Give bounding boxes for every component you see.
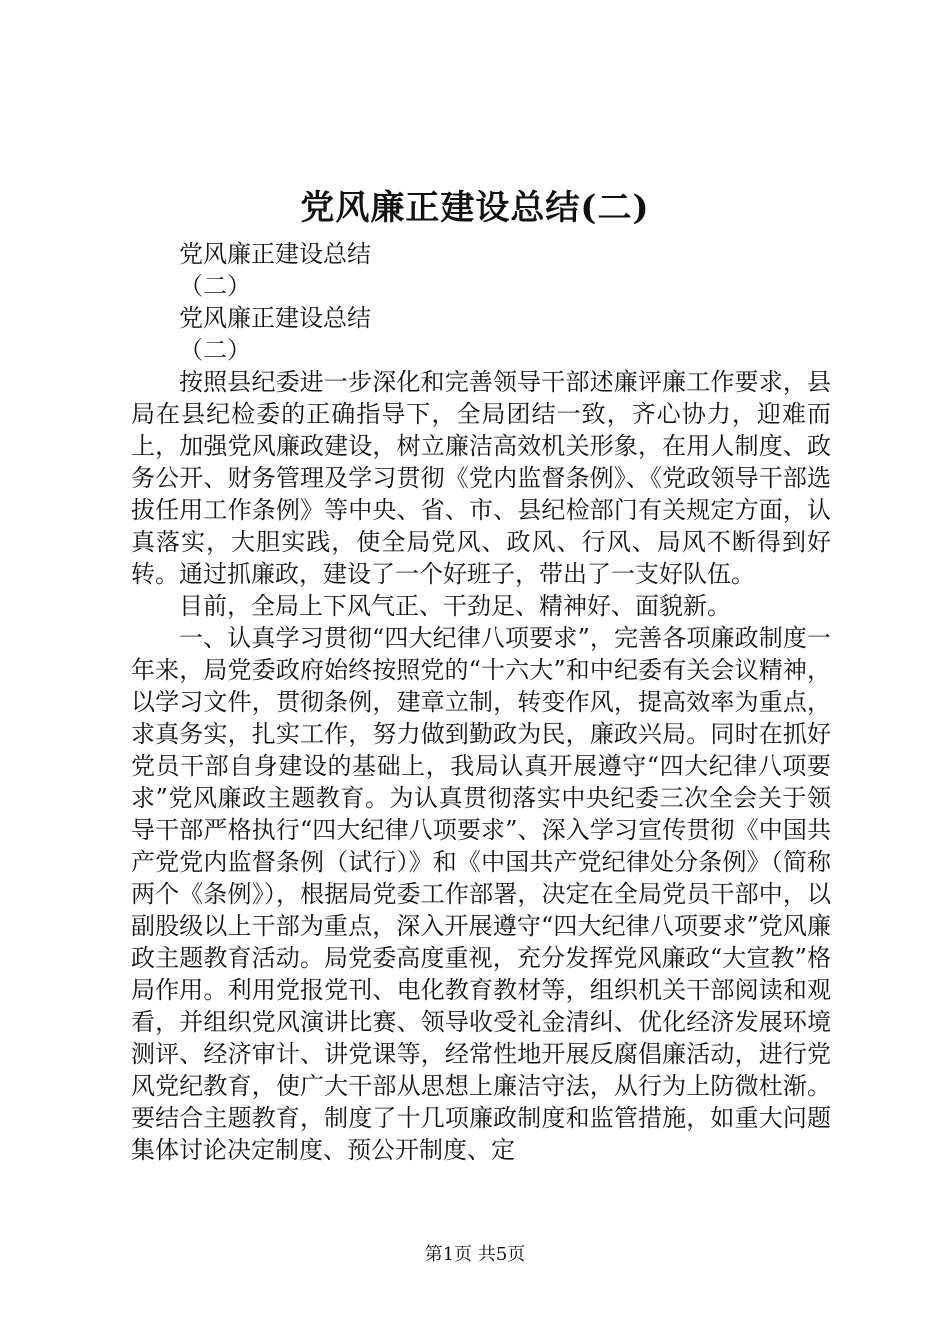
- page-number-footer: 第1页 共5页: [424, 1244, 526, 1265]
- body-paragraph: 按照县纪委进一步深化和完善领导干部述廉评廉工作要求，县局在县纪检委的正确指导下，全局团结一致，齐心协力，迎难而上，加强党风廉政建设，树立廉洁高效机关形象，在用人制度、政务公开、财务管理及学习贯彻《党内监督条例》、《党政领导干部选拔任用工作条例》等中央、省、市、县纪检部门有关规定方面，认真落实，大胆实践，使全局党风、政风、行风、局风不断得到好转。通过抓廉政，建设了一个好班子，带出了一支好队伍。: [131, 368, 831, 588]
- body-paragraph: （二）: [179, 336, 251, 364]
- body-paragraph: 一、认真学习贯彻“四大纪律八项要求”，完善各项廉政制度一年来，局党委政府始终按照党的“十六大”和中纪委有关会议精神，以学习文件，贯彻条例，建章立制，转变作风，提高效率为重点，求真务实，扎实工作，努力做到勤政为民，廉政兴局。同时在抓好党员干部自身建设的基础上，我局认真开展遵守“四大纪律八项要求”党风廉政主题教育。为认真贯彻落实中央纪委三次全会关于领导干部严格执行“四大纪律八项要求”、深入学习宣传贯彻《中国共产党党内监督条例（试行）》和《中国共产党纪律处分条例》（简称两个《条例》），根据局党委工作部署，决定在全局党员干部中，以副股级以上干部为重点，深入开展遵守“四大纪律八项要求”党风廉政主题教育活动。局党委高度重视，充分发挥党风廉政“大宣教”格局作用。利用党报党刊、电化教育教材等，组织机关干部阅读和观看，并组织党风演讲比赛、领导收受礼金清纠、优化经济发展环境测评、经济审计、讲党课等，经常性地开展反腐倡廉活动，进行党风党纪教育，使广大干部从思想上廉洁守法，从行为上防微杜渐。要结合主题教育，制度了十几项廉政制度和监管措施，如重大问题集体讨论决定制度、预公开制度、定: [131, 624, 831, 1164]
- body-paragraph: 党风廉正建设总结: [179, 240, 371, 268]
- body-paragraph: 党风廉正建设总结: [179, 304, 371, 332]
- body-paragraph: （二）: [179, 272, 251, 300]
- document-body: [131, 238, 831, 1166]
- document-title: 党风廉正建设总结(二): [300, 188, 650, 228]
- body-paragraph: 目前，全局上下风气正、干劲足、精神好、面貌新。: [179, 592, 731, 620]
